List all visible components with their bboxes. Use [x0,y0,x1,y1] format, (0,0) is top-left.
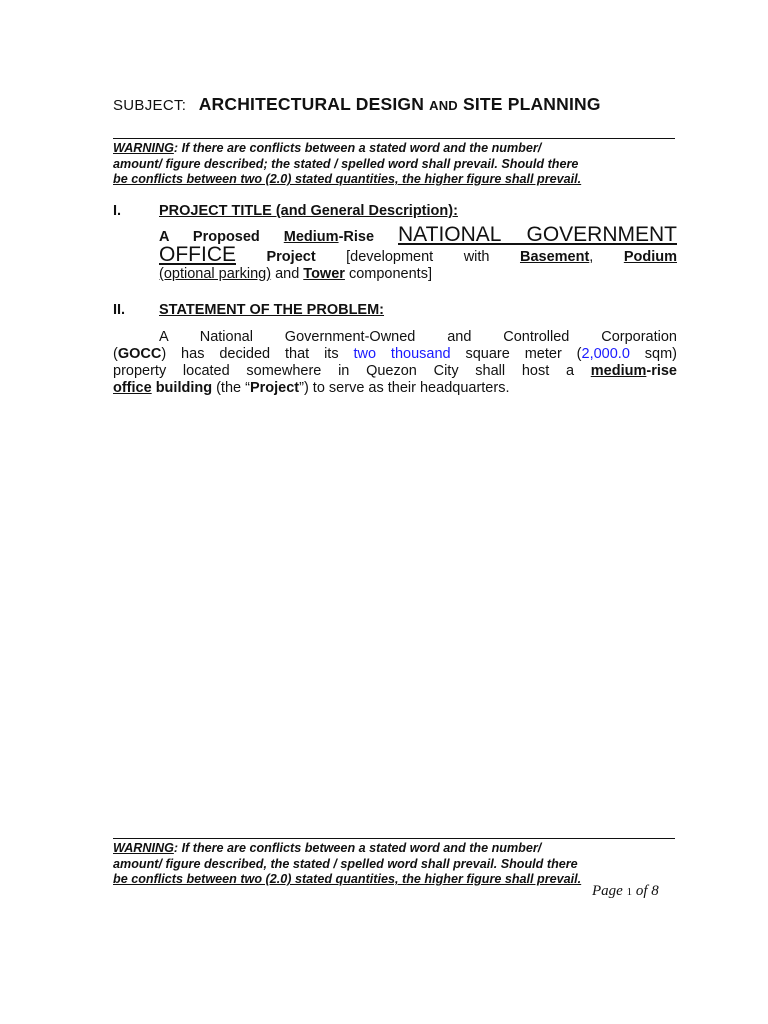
project-title-line-3 [159,266,677,283]
text-run: 2,000.0 [581,346,630,362]
section-title: STATEMENT OF THE PROBLEM: [159,302,385,318]
of-word: of [632,883,652,899]
text-run: square meter ( [450,346,582,362]
text-run: Project [249,380,300,396]
text-run: building [151,380,213,396]
text-run: components] [344,266,432,282]
text-run: office [113,380,152,396]
section-heading-statement-of-problem [113,302,384,318]
warning-notice-bottom [113,838,675,888]
text-run: and [271,266,304,282]
warning-line-1 [113,841,675,857]
problem-line-1: A National Government-Owned and Controlled Corporation [159,329,677,345]
project-title-description [113,223,677,283]
text-run: -Rise [338,229,399,245]
text-run: [development with [315,249,520,265]
text-run: property located somewhere in Quezon City shall host a [113,363,591,379]
warning-notice-top [113,138,675,188]
warning-label: WARNING [113,841,174,855]
warning-line-1 [113,141,675,157]
text-run: A Proposed [159,229,284,245]
warning-line-3: be conflicts between two (2.0) stated quantities, the higher figure shall prevail. [113,172,582,186]
page-number: 1 [626,886,633,898]
text-run: two thousand [353,346,451,362]
text-run: ( [113,346,118,362]
text-run: , [589,249,624,265]
section-title: PROJECT TITLE (and General Description): [159,203,458,219]
text-run: medium [590,363,647,379]
problem-line-4 [113,380,677,397]
warning-line-2: amount/ figure described; the stated / spelled word shall prevail. Should there [113,156,579,171]
subject-label: SUBJECT: [113,97,187,114]
text-run: (optional parking) [159,266,272,282]
subject-line [113,94,601,115]
project-title-line-1 [159,223,677,246]
problem-line-3 [113,363,677,380]
subject-title-part2: AND [429,98,458,113]
subject-title-part3: SITE PLANNING [457,94,601,114]
text-run: sqm) [629,346,677,362]
warning-line-2: amount/ figure described, the stated / spelled word shall prevail. Should there [113,856,578,871]
text-run: OFFICE [159,243,236,266]
text-run: NATIONAL GOVERNMENT [398,223,677,246]
page-indicator [592,883,659,900]
text-run: -rise [646,363,677,379]
warning-text-1: : If there are conflicts between a stated word and the number/ [173,841,542,855]
section-number: II. [113,302,126,318]
warning-line-3: be conflicts between two (2.0) stated quantities, the higher figure shall prevail. [113,872,582,886]
warning-text-1: : If there are conflicts between a stated word and the number/ [173,141,542,155]
subject-title-part1: ARCHITECTURAL DESIGN [198,94,430,114]
page-word: Page [592,883,627,899]
text-run: Basement [519,249,590,265]
total-pages: 8 [651,883,659,899]
text-run: Medium [283,229,339,245]
problem-statement [113,329,677,397]
text-run: Podium [623,249,677,265]
text-run: Tower [303,266,345,282]
text-run: Project [236,249,316,265]
project-title-line-2 [159,243,677,266]
warning-label: WARNING [113,141,174,155]
problem-line-2 [113,346,677,363]
text-run: ”) to serve as their headquarters. [299,380,510,396]
section-heading-project-title [113,203,458,219]
text-run: GOCC [117,346,162,362]
text-run: ) has decided that its [161,346,354,362]
text-run: (the “ [212,380,250,396]
subject-title [199,94,601,114]
section-number: I. [113,203,122,219]
